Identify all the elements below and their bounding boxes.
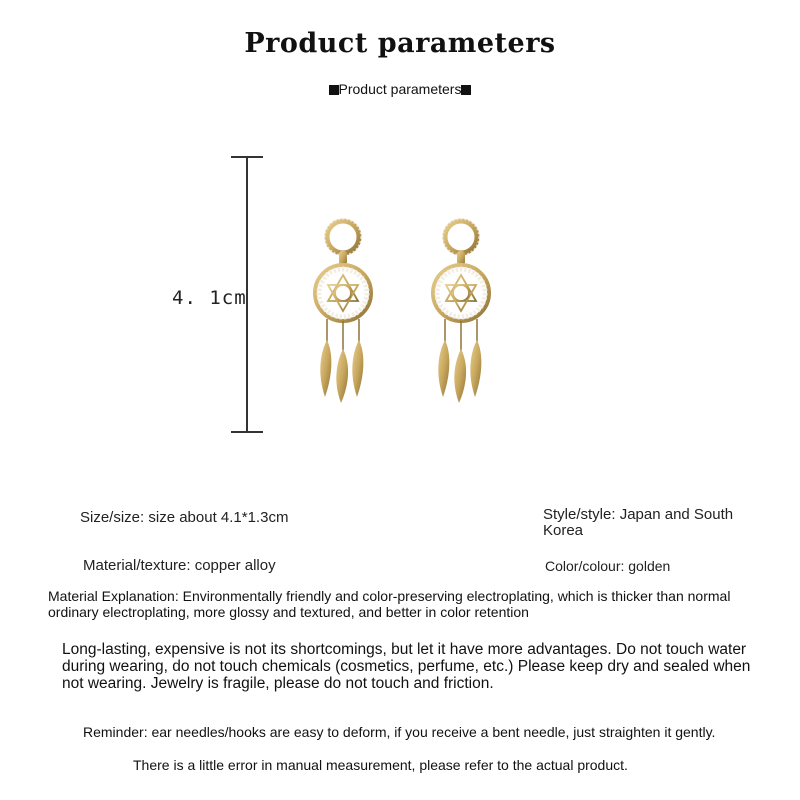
section-subtitle-text: Product parameters bbox=[338, 81, 462, 97]
product-image bbox=[312, 205, 562, 410]
page-title: Product parameters bbox=[244, 28, 556, 59]
square-bullet-icon bbox=[461, 85, 471, 95]
spec-style: Style/style: Japan and South Korea bbox=[543, 506, 734, 539]
spec-color: Color/colour: golden bbox=[545, 558, 671, 574]
earring-left bbox=[312, 205, 394, 410]
spec-size: Size/size: size about 4.1*1.3cm bbox=[80, 509, 289, 526]
material-explanation: Material Explanation: Environmentally friendly and color-preserving electroplating, which is thicker than normal ordinary electroplating, more glossy and textured, and better in color retention bbox=[48, 588, 731, 620]
care-instructions: Long-lasting, expensive is not its shortcomings, but let it have more advantages. Do not touch water during wearing, do not touch chemicals (cosmetics, perfume, etc.) Please keep dry and sealed when not wearing. Jewelry is fragile, please do not touch and friction. bbox=[62, 641, 751, 692]
spec-material: Material/texture: copper alloy bbox=[83, 557, 276, 574]
measurement-note: There is a little error in manual measurement, please refer to the actual product. bbox=[133, 757, 628, 773]
square-bullet-icon bbox=[329, 85, 339, 95]
dimension-label: 4. 1cm bbox=[172, 287, 247, 309]
section-subtitle bbox=[0, 81, 800, 97]
earring-right bbox=[430, 205, 512, 410]
reminder-text: Reminder: ear needles/hooks are easy to deform, if you receive a bent needle, just straighten it gently. bbox=[83, 724, 716, 740]
